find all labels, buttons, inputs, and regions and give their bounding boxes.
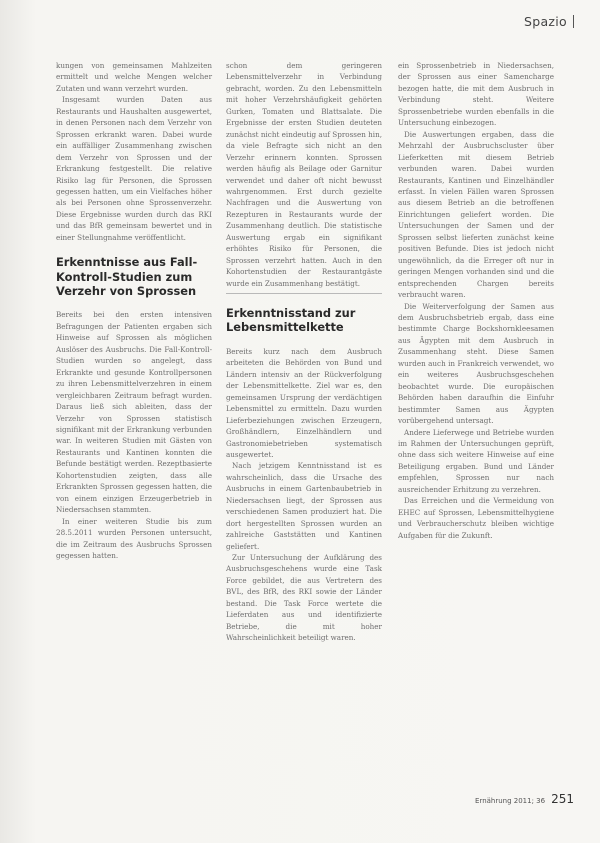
column-1	[56, 60, 212, 561]
section-divider	[226, 293, 382, 294]
column-2-paragraph: schon dem geringeren Lebensmittelverzehr in Verbindung gebracht, worden. Zu den Lebensmitteln mit hoher Verzehrshäufigkeit gehörten Gurken, Tomaten und Blattsalate. Die Ergebnisse der ersten Studien deuteten zunächst nicht eindeutig auf Sprossen hin, da viele Befragte sich nicht an den Verzehr erinnern konnten. Sprossen werden häufig als Beilage oder Garnitur verwendet und daher oft nicht bewusst wahrgenommen. Erst durch gezielte Nachfragen und die Auswertung von Rezepturen in Restaurants wurde der Zusammenhang deutlich. Die statistische Auswertung ergab ein signifikant erhöhtes Risiko für Personen, die Sprossen verzehrt hatten. Auch in den Kohortenstudien der Restaurantgäste wurde ein Zusammenhang bestätigt.	[226, 61, 382, 288]
journal-citation: Ernährung 2011; 36	[475, 797, 546, 805]
column-3-paragraph: Die Weiterverfolgung der Samen aus dem Ausbruchsbetrieb ergab, dass eine bestimmte Charge Bockshornkleesamen aus Ägypten mit dem Ausbruch in Zusammenhang steht. Diese Samen wurden auch in Frankreich verwendet, wo ein weiteres Ausbruchsgeschehen beobachtet wurde. Die europäischen Behörden haben daraufhin die Einfuhr bestimmter Samen aus Ägypten vorübergehend untersagt.	[398, 301, 554, 426]
column-3-paragraph: ein Sprossenbetrieb in Niedersachsen, der Sprossen aus einer Samencharge bezogen hatte, die mit dem Ausbruch in Verbindung steht. Weitere Sprossenbetriebe wurden ebenfalls in die Untersuchung einbezogen.	[398, 61, 554, 128]
column-1-paragraph: Bereits bei den ersten intensiven Befragungen der Patienten ergaben sich Hinweise auf Sprossen als möglichen Auslöser des Ausbruchs. Die Fall-Kontroll-Studien wurden so angelegt, dass Erkrankte und gesunde Kontrollpersonen zu ihren Lebensmittelverzehren in einem vergleichbaren Zeitraum befragt wurden. Daraus ließ sich ableiten, dass der Verzehr von Sprossen statistisch signifikant mit der Erkrankung verbunden war. In weiteren Studien mit Gästen von Restaurants und Kantinen konnten die Befunde bestätigt werden. Rezeptbasierte Kohortenstudien zeigten, dass alle Erkrankten Sprossen gegessen hatten, die von einem einzigen Erzeugerbetrieb in Niedersachsen stammten.	[56, 310, 212, 515]
column-2-paragraph: Bereits kurz nach dem Ausbruch arbeiteten die Behörden von Bund und Ländern intensiv an der Rückverfolgung der Lebensmittelkette. Ziel war es, den gemeinsamen Ursprung der verdächtigen Lebensmittel zu ermitteln. Dazu wurden Lieferbeziehungen zwischen Erzeugern, Großhändlern, Einzelhändlern und Gastronomiebetrieben systematisch ausgewertet.	[226, 346, 382, 459]
column-2	[226, 60, 382, 644]
column-2-paragraph: Zur Untersuchung der Aufklärung des Ausbruchsgeschehens wurde eine Task Force gebildet, die aus Vertretern des BVL, des BfR, des RKI sowie der Länder bestand. Die Task Force wertete die Lieferdaten aus und identifizierte Betriebe, die mit hoher Wahrscheinlichkeit beteiligt waren.	[226, 553, 382, 643]
column-3-paragraph: Die Auswertungen ergaben, dass die Mehrzahl der Ausbruchscluster über Lieferketten mit diesem Betrieb verbunden waren. Dabei wurden Restaurants, Kantinen und Einzelhändler erfasst. In vielen Fällen waren Sprossen aus diesem Betrieb an die betroffenen Einrichtungen geliefert worden. Die Untersuchungen der Samen und der Sprossen selbst lieferten zunächst keine positiven Befunde. Dies ist jedoch nicht ungewöhnlich, da die Erreger oft nur in geringen Mengen vorhanden sind und die entsprechenden Chargen bereits verbraucht waren.	[398, 129, 554, 300]
page-number: 251	[551, 792, 574, 806]
column-3	[398, 60, 554, 541]
column-1-paragraph: In einer weiteren Studie bis zum 28.5.2011 wurden Personen untersucht, die im Zeitraum des Ausbruchs Sprossen gegessen hatten.	[56, 516, 212, 560]
page-footer	[475, 792, 574, 806]
column-3-paragraph: Das Erreichen und die Vermeidung von EHEC auf Sprossen, Lebensmittelhygiene und Verbraucherschutz bleiben wichtige Aufgaben für die Zukunft.	[398, 496, 554, 540]
column-1-paragraph: Insgesamt wurden Daten aus Restaurants und Haushalten ausgewertet, in denen Personen nach dem Verzehr von Sprossen erkrankt waren. Dabei wurde ein auffälliger Zusammenhang zwischen dem Verzehr von Sprossen und der Erkrankung festgestellt. Die relative Risiko lag für Personen, die Sprossen gegessen hatten, um ein Vielfaches höher als bei Personen ohne Sprossenverzehr. Diese Ergebnisse wurden durch das RKI und das BfR gemeinsam bewertet und in einer Stellungnahme veröffentlicht.	[56, 95, 212, 242]
column-2-paragraph: Nach jetzigem Kenntnisstand ist es wahrscheinlich, dass die Ursache des Ausbruchs in einem Gartenbaubetrieb in Niedersachsen liegt, der Sprossen aus verschiedenen Samen produziert hat. Die dort hergestellten Sprossen wurden an zahlreiche Gaststätten und Kantinen geliefert.	[226, 461, 382, 551]
section-heading-fall-kontroll: Erkenntnisse aus Fall-Kontroll-Studien zum Verzehr von Sprossen	[56, 255, 198, 299]
header-divider	[573, 15, 574, 28]
section-title: Spazio	[523, 14, 567, 29]
column-1-paragraph: kungen von gemeinsamen Mahlzeiten ermittelt und welche Mengen welcher Zutaten und wann verzehrt wurden.	[56, 61, 212, 93]
section-heading-lebensmittelkette: Erkenntnisstand zur Lebensmittelkette	[226, 306, 356, 335]
column-3-paragraph: Andere Lieferwege und Betriebe wurden im Rahmen der Untersuchungen geprüft, ohne dass sich weitere Hinweise auf eine Beteiligung ergaben. Bund und Länder empfehlen, Sprossen nur nach ausreichender Erhitzung zu verzehren.	[398, 427, 554, 494]
running-head	[524, 14, 574, 29]
